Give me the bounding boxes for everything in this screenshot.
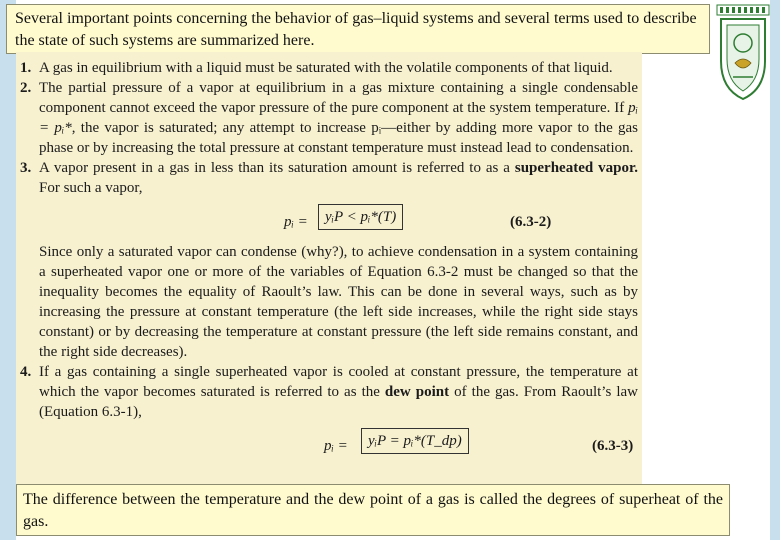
textbook-page bbox=[16, 52, 642, 490]
equation-box: yᵢP < pᵢ*(T) bbox=[318, 204, 403, 230]
item-text: A vapor present in a gas in less than its saturation amount is referred to as a bbox=[39, 160, 515, 176]
item-text: , the vapor is saturated; any attempt to increase pᵢ—either by adding more vapor to the gas phase or by increasing the total pressure at constant temperature must instead lead to condensation. bbox=[39, 120, 639, 156]
university-crest-icon bbox=[713, 3, 773, 103]
summary-text: The difference between the temperature and the dew point of a gas is called the degrees of superheat of the gas. bbox=[23, 491, 723, 530]
list-item bbox=[20, 158, 638, 362]
item-text: of the gas. From Raoult’s law (Equation 6.3-1), bbox=[39, 384, 638, 420]
equation-box: yᵢP = pᵢ*(T_dp) bbox=[361, 428, 469, 454]
item-number: 3. bbox=[20, 160, 32, 176]
key-term: dew point bbox=[384, 384, 450, 400]
inline-math: pᵢ = pᵢ* bbox=[39, 100, 638, 136]
intro-text: Several important points concerning the behavior of gas–liquid systems and several terms used to describe the state of such systems are summarized here. bbox=[15, 10, 697, 49]
item-number: 2. bbox=[20, 80, 32, 96]
equation bbox=[39, 424, 638, 462]
equation bbox=[39, 200, 638, 238]
equation-lhs: pᵢ = bbox=[284, 214, 308, 230]
item-text: A gas in equilibrium with a liquid must be saturated with the volatile components of that liquid. bbox=[39, 60, 613, 76]
equation-number: (6.3-2) bbox=[510, 214, 552, 230]
summary-note bbox=[16, 484, 730, 536]
key-term: superheated vapor. bbox=[514, 160, 638, 176]
item-text: If a gas containing a single superheated vapor is cooled at constant pressure, the temperature at which the vapor becomes saturated is referred to as the bbox=[39, 364, 638, 400]
list-item bbox=[20, 78, 638, 158]
item-number: 1. bbox=[20, 60, 32, 76]
item-text: Since only a saturated vapor can condense (why?), to achieve condensation in a system containing a superheated vapor one or more of the variables of Equation 6.3-2 must be changed so that the inequality becomes the equality of Raoult’s law. This can be done in several ways, such as by increasing the pressure at constant temperature (the left side increases, while the right side stays constant) or by decreasing the temperature at constant pressure (the left side remains constant, and the right side decreases). bbox=[39, 244, 638, 360]
item-text: For such a vapor, bbox=[39, 180, 143, 196]
left-accent-bar bbox=[0, 0, 16, 540]
item-number: 4. bbox=[20, 364, 32, 380]
list-item bbox=[20, 58, 638, 78]
equation-lhs: pᵢ = bbox=[324, 438, 348, 454]
intro-note bbox=[6, 4, 710, 54]
list-item bbox=[20, 362, 638, 462]
item-text: The partial pressure of a vapor at equilibrium in a gas mixture containing a single condensable component cannot exceed the vapor pressure of the pure component at the system temperature. If bbox=[39, 80, 638, 116]
equation-number: (6.3-3) bbox=[592, 438, 634, 454]
